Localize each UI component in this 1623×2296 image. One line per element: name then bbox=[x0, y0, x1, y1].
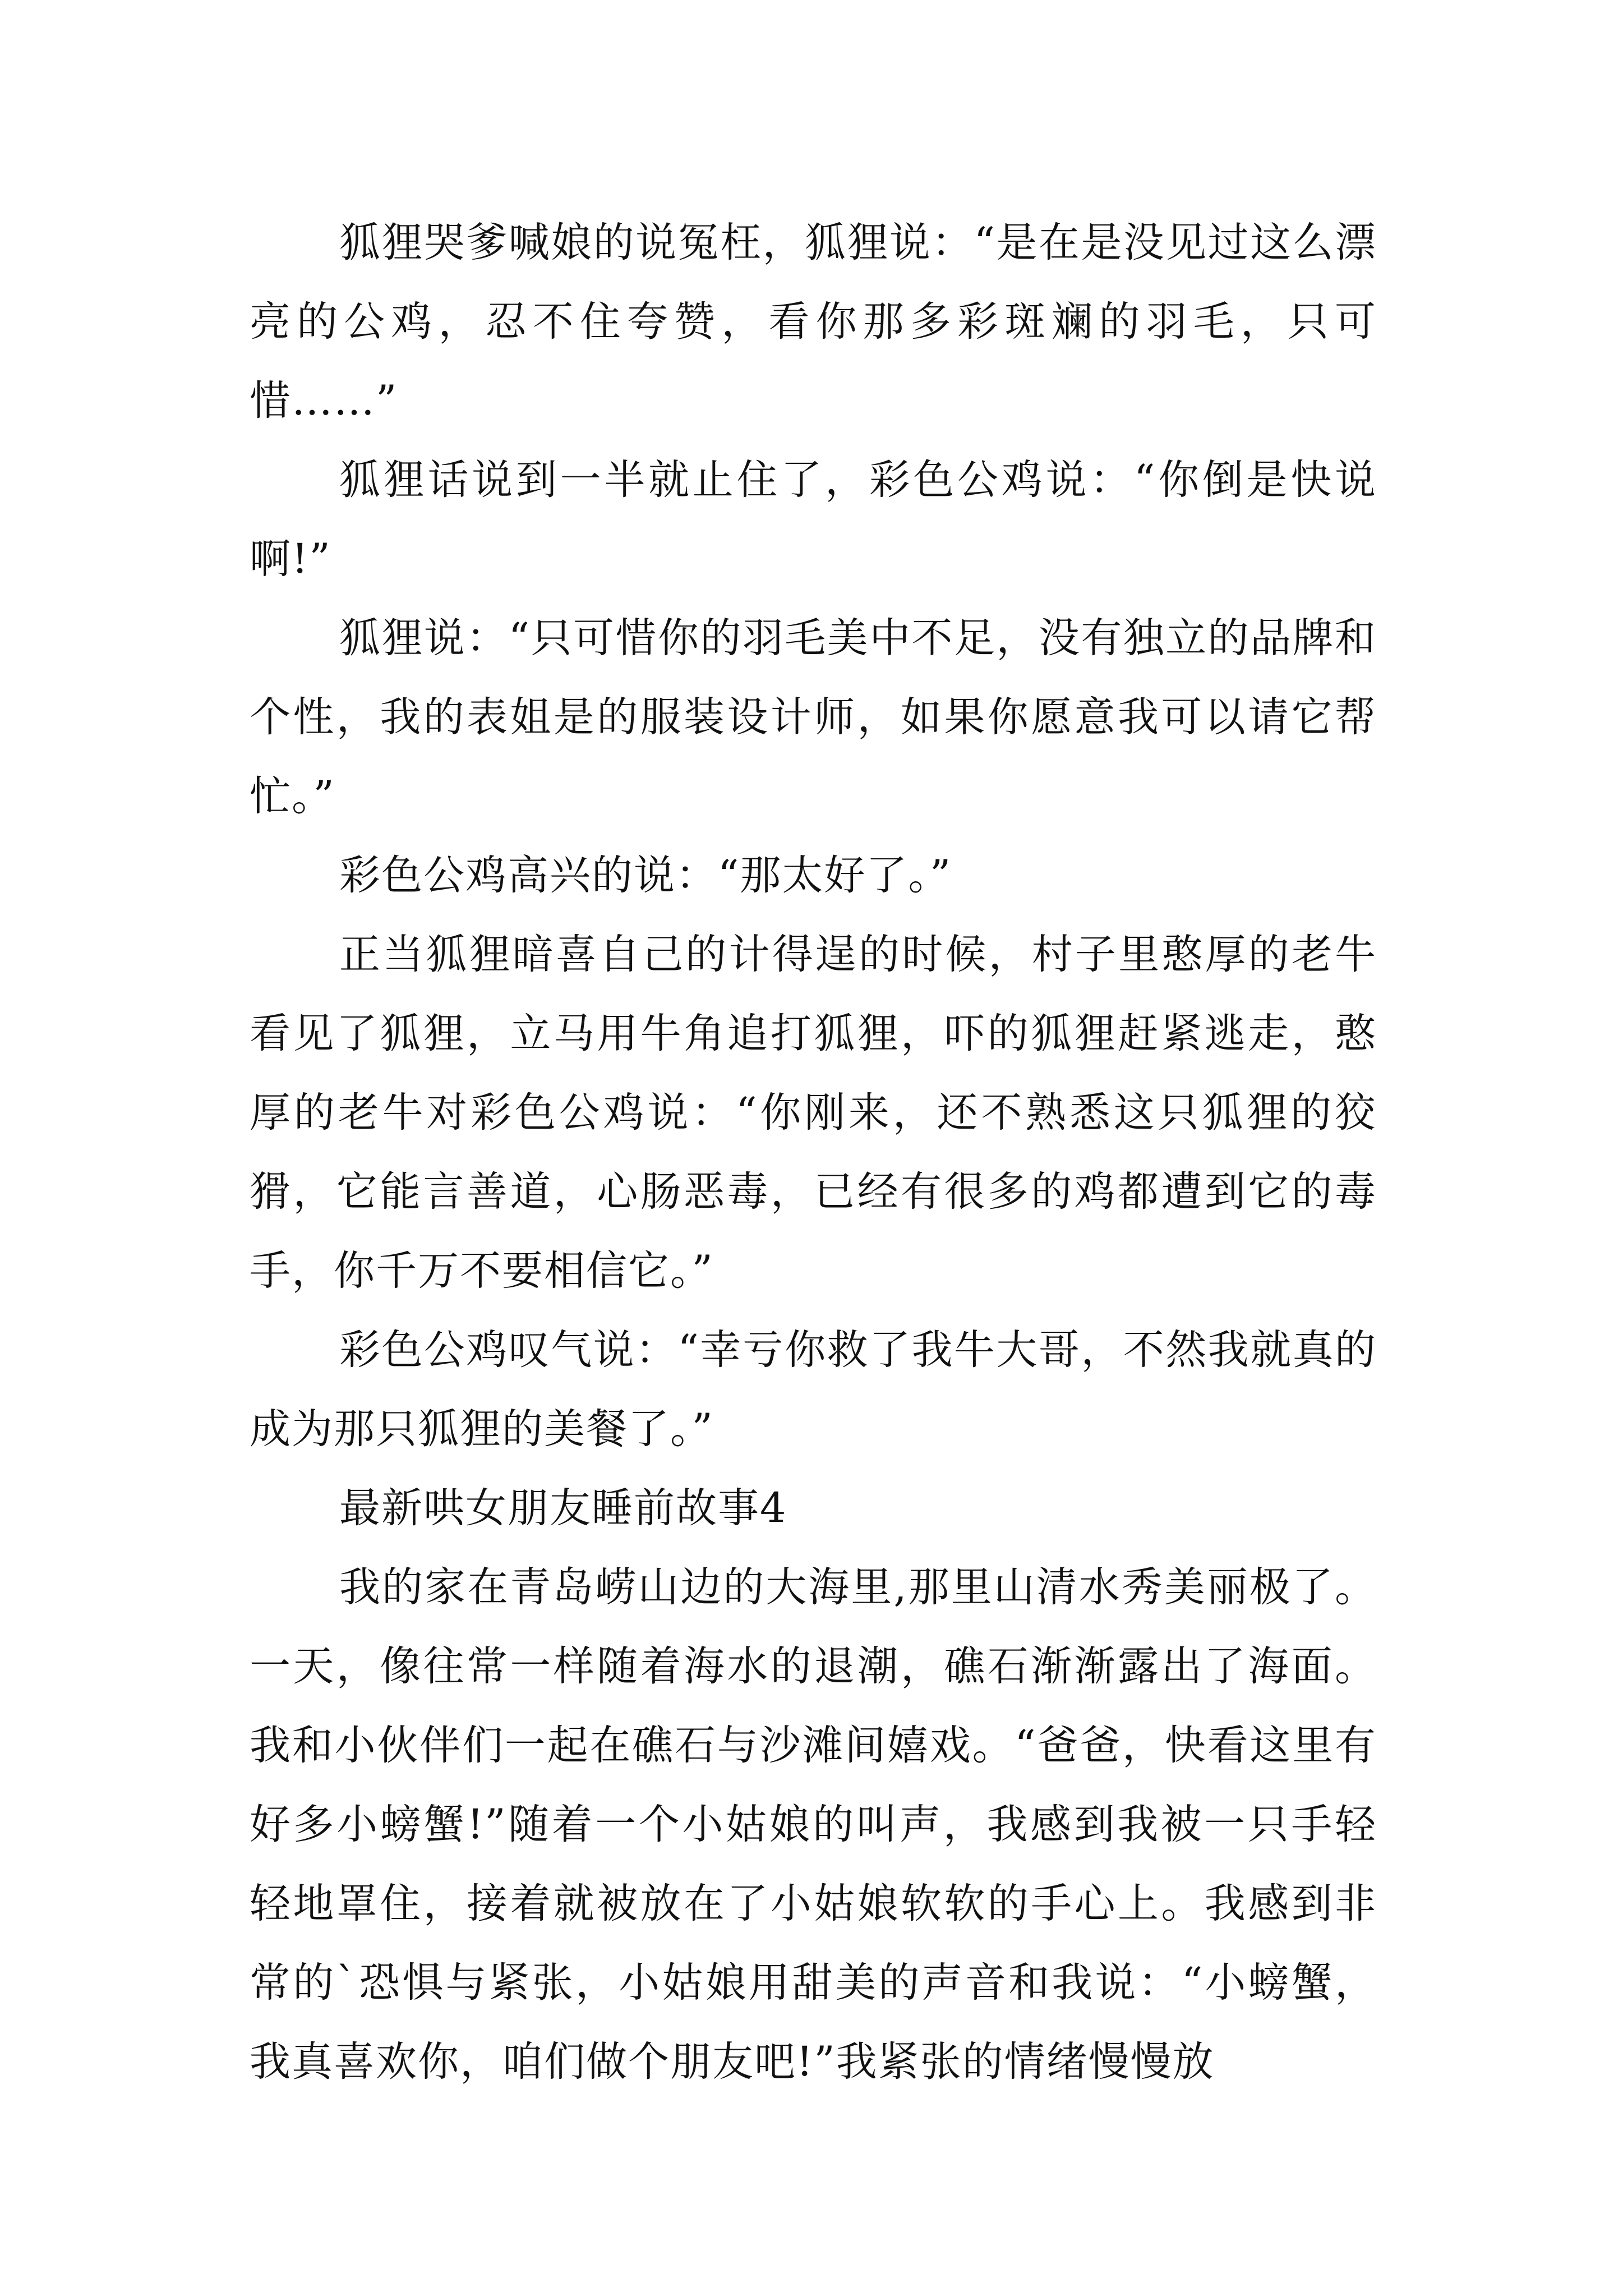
paragraph-ox-warns: 正当狐狸暗喜自己的计得逞的时候，村子里憨厚的老牛看见了狐狸，立马用牛角追打狐狸，吓的狐狸赶紧逃走，憨厚的老牛对彩色公鸡说：“你刚来，还不熟悉这只狐狸的狡猾，它能言善道，心肠恶毒，已经有很多的鸡都遭到它的毒手，你千万不要相信它。” bbox=[250, 931, 1377, 1295]
story-heading: 最新哄女朋友睡前故事4 bbox=[339, 1484, 787, 1532]
document-body bbox=[250, 203, 1377, 2101]
paragraph-rooster-thanks: 彩色公鸡叹气说：“幸亏你救了我牛大哥，不然我就真的成为那只狐狸的美餐了。” bbox=[250, 1326, 1377, 1453]
paragraph-fox-offers-help: 狐狸说：“只可惜你的羽毛美中不足，没有独立的品牌和个性，我的表姐是的服装设计师，如果你愿意我可以请它帮忙。” bbox=[250, 614, 1377, 820]
paragraph-crab-story: 我的家在青岛崂山边的大海里,那里山清水秀美丽极了。一天，像往常一样随着海水的退潮，礁石渐渐露出了海面。我和小伙伴们一起在礁石与沙滩间嬉戏。“爸爸，快看这里有好多小螃蟹!”随着一个小姑娘的叫声，我感到我被一只手轻轻地罩住，接着就被放在了小姑娘软软的手心上。我感到非常的`恐惧与紧张，小姑娘用甜美的声音和我说：“小螃蟹，我真喜欢你，咱们做个朋友吧!”我紧张的情绪慢慢放 bbox=[250, 1563, 1377, 2086]
paragraph-fox-complains: 狐狸哭爹喊娘的说冤枉，狐狸说：“是在是没见过这么漂亮的公鸡，忍不住夸赞，看你那多彩斑斓的羽毛，只可惜……” bbox=[250, 219, 1377, 425]
paragraph-rooster-happy: 彩色公鸡高兴的说：“那太好了。” bbox=[339, 852, 952, 899]
paragraph-fox-pauses: 狐狸话说到一半就止住了，彩色公鸡说：“你倒是快说啊!” bbox=[250, 456, 1377, 583]
